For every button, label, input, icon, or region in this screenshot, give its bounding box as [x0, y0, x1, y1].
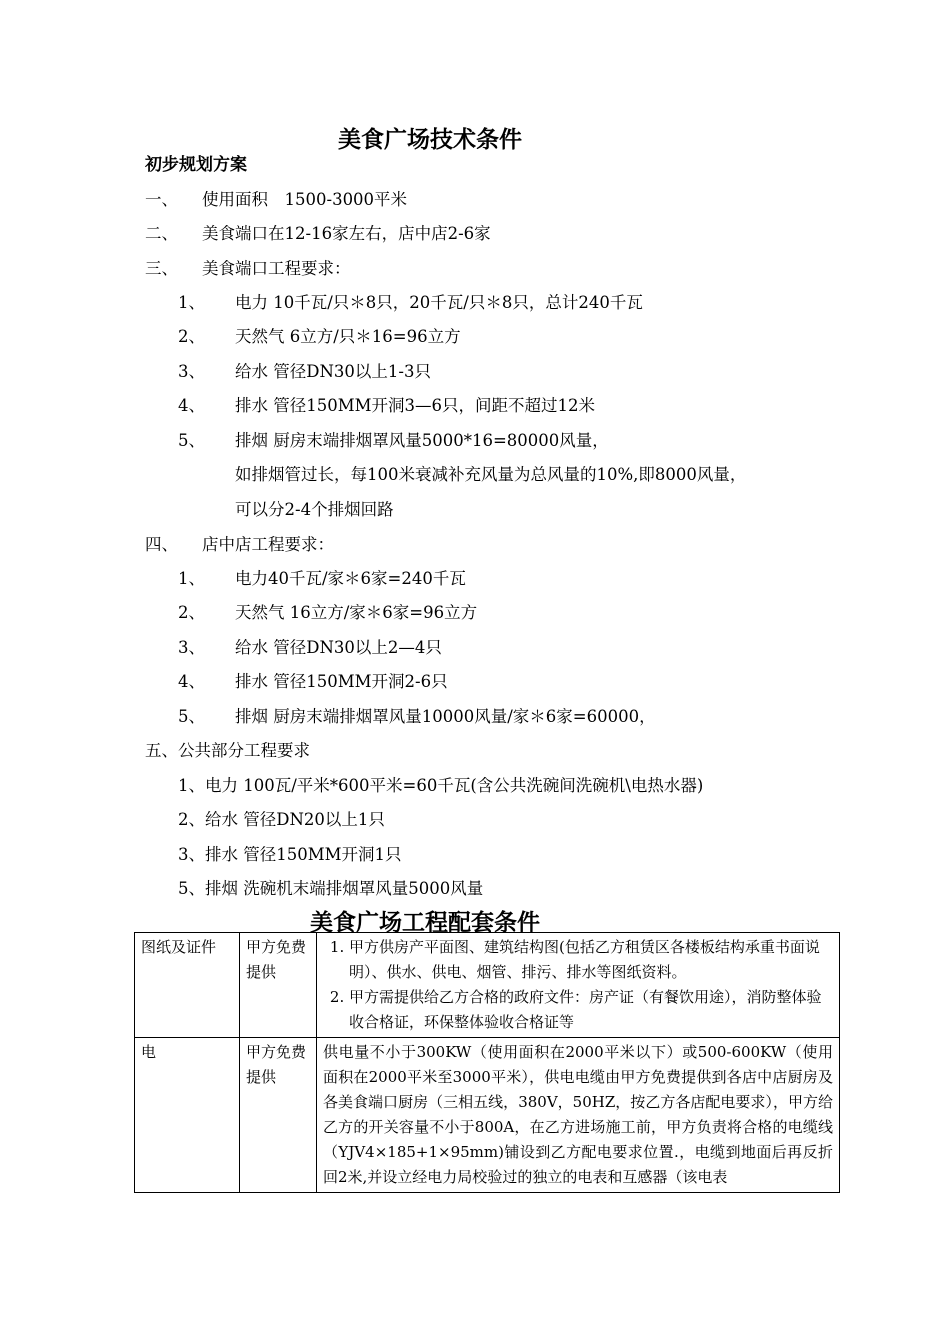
section-number: 二、	[145, 224, 178, 243]
section-text: 店中店工程要求：	[202, 535, 334, 554]
item-number: 4、	[178, 672, 205, 691]
section-number: 四、	[145, 535, 178, 554]
item-number: 3、	[178, 638, 205, 657]
list-item	[178, 323, 461, 347]
item-text: 排水 管径150MM开洞2-6只	[235, 672, 448, 691]
list-item	[178, 565, 466, 589]
list-item	[178, 289, 643, 313]
item-text: 天然气 6立方/只＊16=96立方	[235, 327, 461, 346]
item-number: 5、	[178, 707, 205, 726]
section-5: 五、公共部分工程要求	[145, 741, 310, 760]
item-text: 排水 管径150MM开洞3—6只，间距不超过12米	[235, 396, 596, 415]
item-cell: 图纸及证件	[135, 933, 240, 1038]
item-text: 天然气 16立方/家＊6家=96立方	[235, 603, 478, 622]
item-number: 3、	[178, 362, 205, 381]
section-1	[145, 186, 408, 210]
list-item	[178, 599, 478, 623]
item-number: 4、	[178, 396, 205, 415]
requirements-list	[323, 935, 833, 1035]
item-text: 排烟 厨房末端排烟罩风量10000风量/家＊6家=60000，	[235, 707, 656, 726]
list-item	[178, 703, 656, 727]
list-item-continuation: 如排烟管过长，每100米衰减补充风量为总风量的10%,即8000风量，	[235, 465, 747, 484]
section-number: 三、	[145, 259, 178, 278]
item-cell: 电	[135, 1038, 240, 1193]
item-text: 给水 管径DN30以上1-3只	[235, 362, 431, 381]
item-text: 电力40千瓦/家＊6家=240千瓦	[235, 569, 466, 588]
list-item: 5、排烟 洗碗机末端排烟罩风量5000风量	[178, 879, 484, 898]
list-item: 1. 甲方供房产平面图、建筑结构图(包括乙方租赁区各楼板结构承重书面说明）、供水、供电、烟管、排污、排水等图纸资料。	[349, 935, 833, 985]
list-item	[178, 634, 442, 658]
item-number: 2、	[178, 603, 205, 622]
provider-cell: 甲方免费提供	[240, 1038, 317, 1193]
item-number: 1、	[178, 293, 205, 312]
detail-cell	[317, 933, 840, 1038]
document-title: 美食广场技术条件	[338, 127, 522, 153]
table-row	[135, 933, 840, 1038]
conditions-table	[134, 932, 840, 1193]
list-item: 1、电力 100瓦/平米*600平米=60千瓦(含公共洗碗间洗碗机\电热水器)	[178, 776, 704, 795]
section-4	[145, 531, 334, 555]
detail-cell: 供电量不小于300KW（使用面积在2000平米以下）或500-600KW（使用面积在2000平米至3000平米），供电电缆由甲方免费提供到各店中店厨房及各美食端口厨房（三相五线，380V，50HZ，按乙方各店配电要求），甲方给乙方的开关容量不小于800A，在乙方进场施工前，甲方负责将合格的电缆线（YJV4×185+1×95mm)铺设到乙方配电要求位置.，电缆到地面后再反折回2米,并设立经电力局校验过的独立的电表和互感器（该电表	[317, 1038, 840, 1193]
list-item: 2. 甲方需提供给乙方合格的政府文件：房产证（有餐饮用途），消防整体验收合格证，环保整体验收合格证等	[349, 985, 833, 1035]
provider-cell: 甲方免费提供	[240, 933, 317, 1038]
item-text: 排烟 厨房末端排烟罩风量5000*16=80000风量，	[235, 431, 609, 450]
section-text: 美食端口在12-16家左右，店中店2-6家	[202, 224, 491, 243]
list-item-continuation: 可以分2-4个排烟回路	[235, 500, 394, 519]
section-3	[145, 255, 351, 279]
table-row	[135, 1038, 840, 1193]
item-number: 5、	[178, 431, 205, 450]
list-item	[178, 392, 596, 416]
list-item	[178, 668, 448, 692]
list-item	[178, 427, 609, 451]
list-item: 3、排水 管径150MM开洞1只	[178, 845, 402, 864]
item-text: 电力 10千瓦/只＊8只，20千瓦/只＊8只，总计240千瓦	[235, 293, 643, 312]
section-number: 一、	[145, 190, 178, 209]
section-text: 美食端口工程要求：	[202, 259, 351, 278]
list-item	[178, 358, 431, 382]
list-item: 2、给水 管径DN20以上1只	[178, 810, 385, 829]
table-title: 美食广场工程配套条件	[310, 910, 540, 936]
section-2	[145, 220, 491, 244]
item-number: 2、	[178, 327, 205, 346]
section-text: 使用面积 1500-3000平米	[202, 190, 408, 209]
plan-subtitle: 初步规划方案	[145, 155, 247, 175]
item-text: 给水 管径DN30以上2—4只	[235, 638, 442, 657]
item-number: 1、	[178, 569, 205, 588]
